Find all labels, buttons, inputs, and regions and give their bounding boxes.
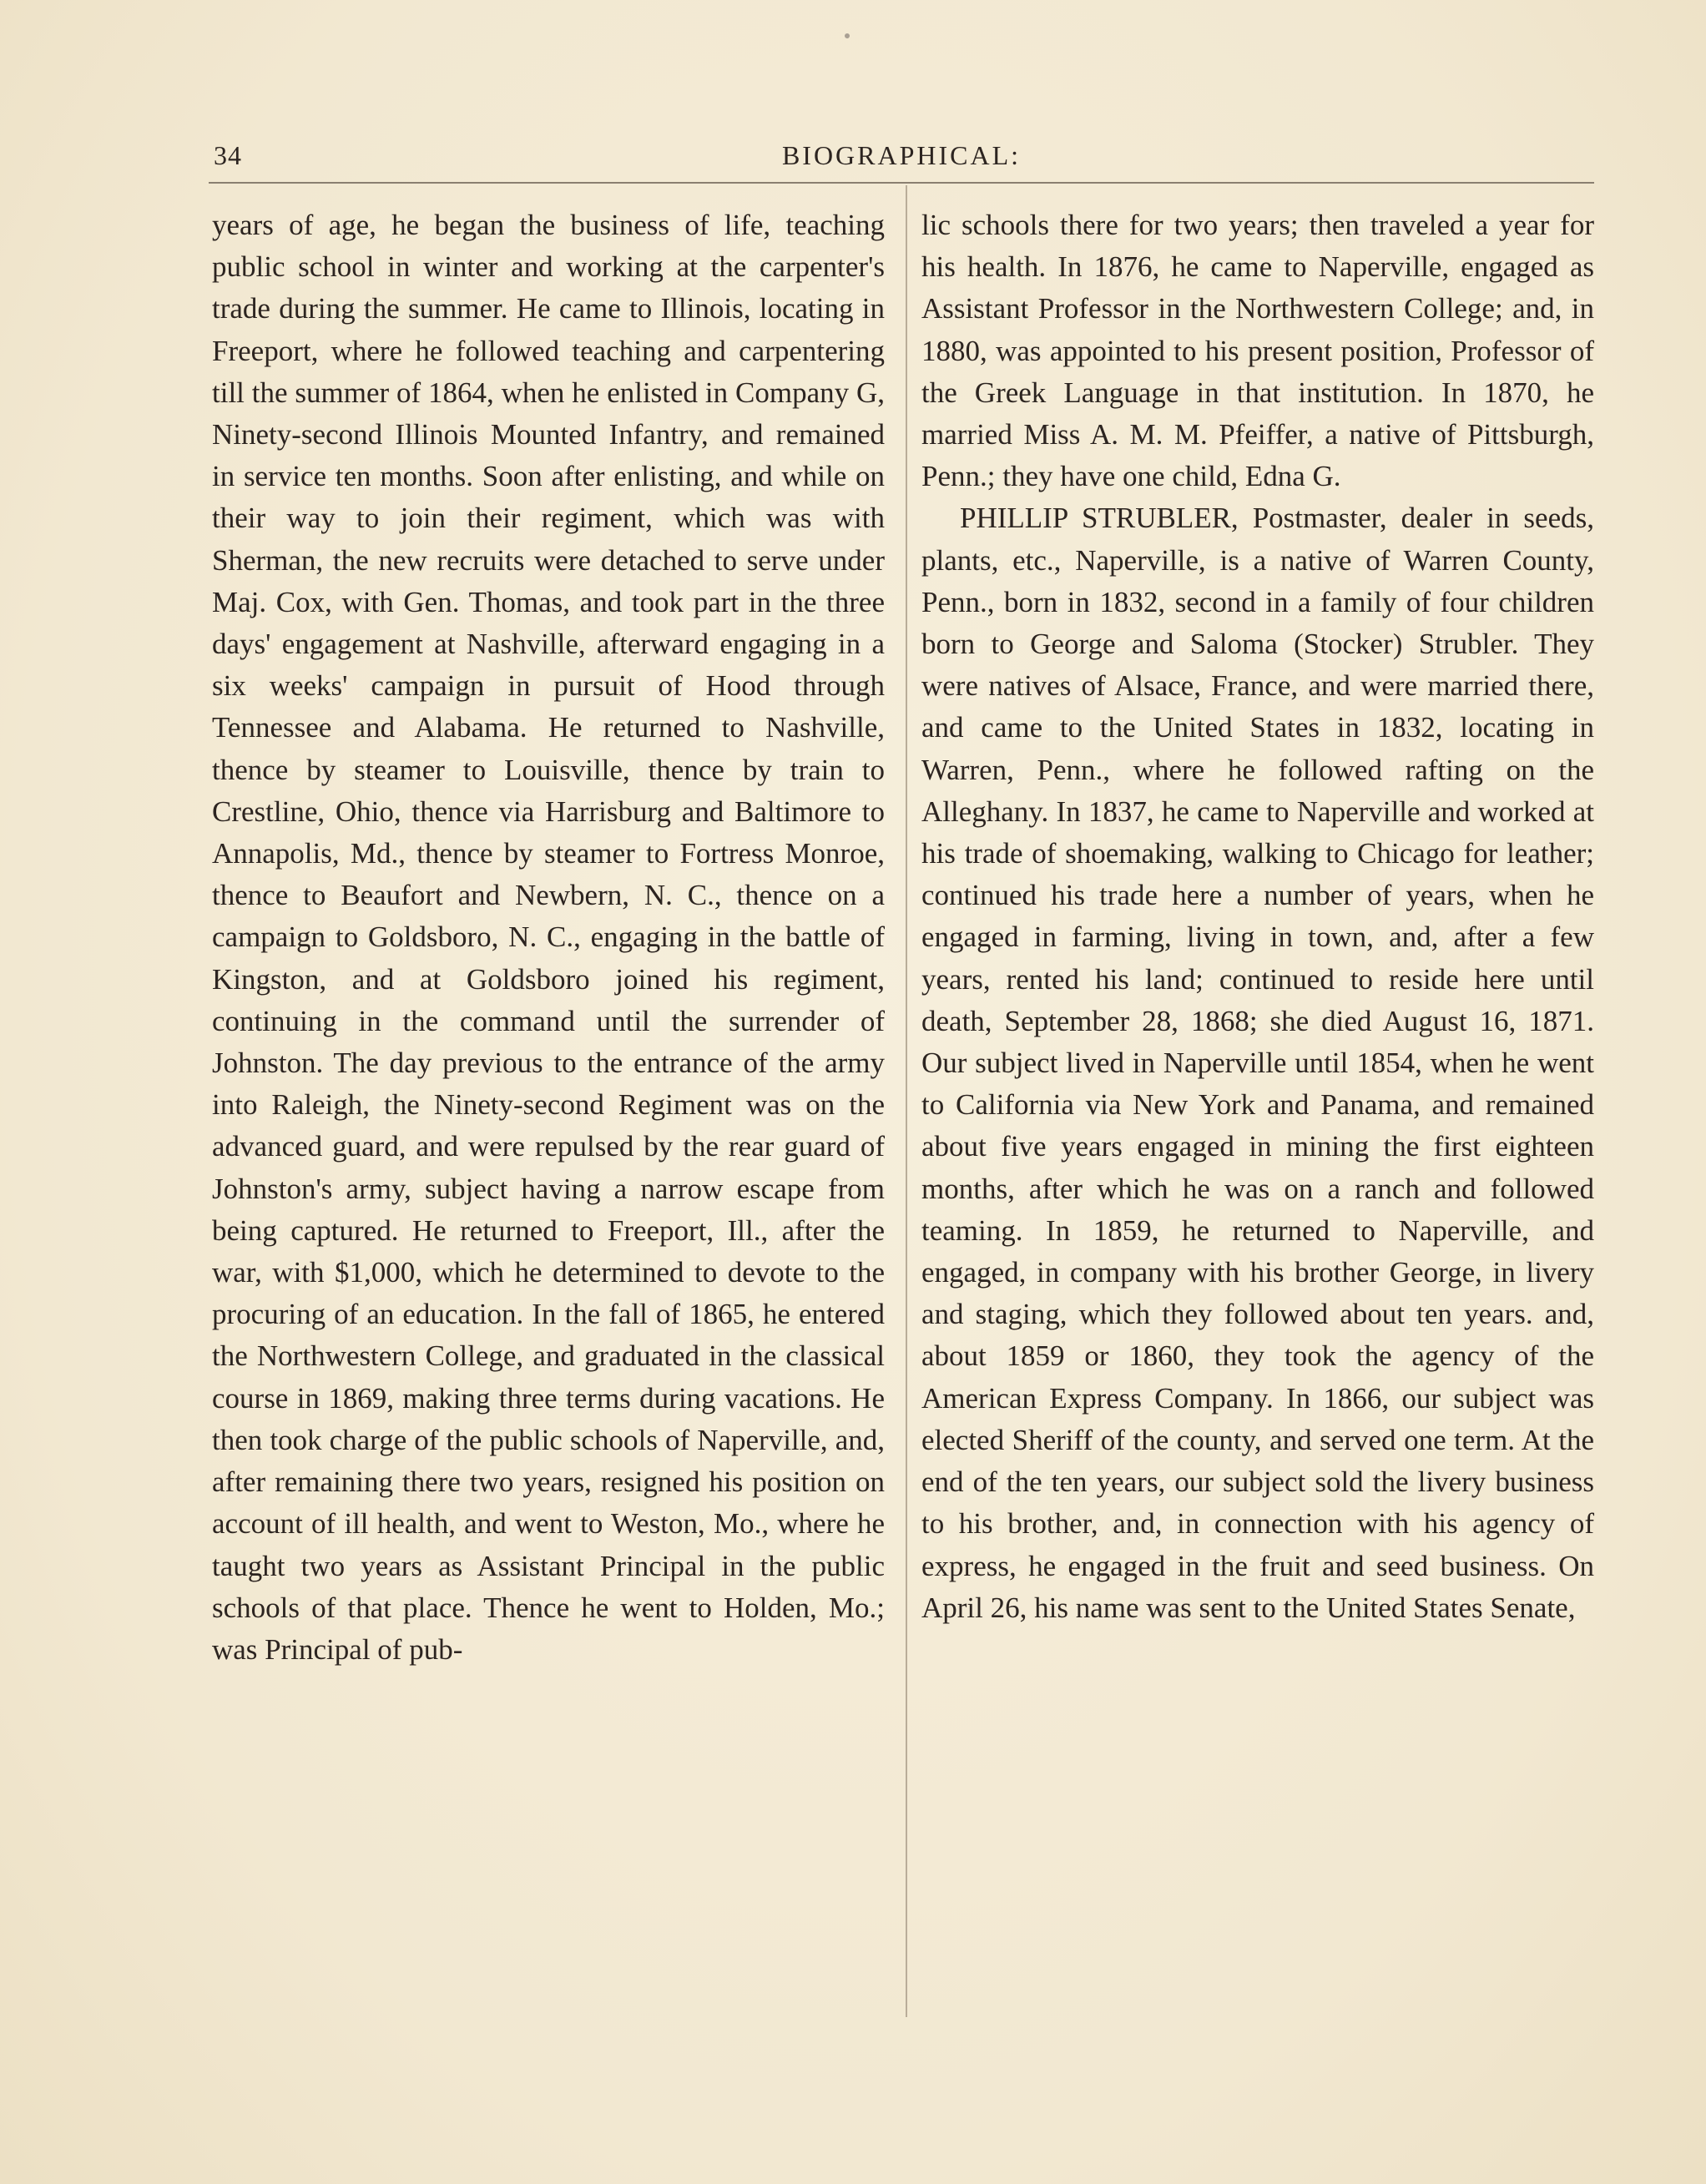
print-mark (845, 33, 850, 38)
left-column (212, 204, 885, 1671)
header-rule (209, 182, 1594, 184)
paragraph: lic schools there for two years; then traveled a year for his health. In 1876, he came to Naperville, engaged as Assistant Professor in the Northwestern College; and, in 1880, was appointed to his present position, Professor of the Greek Language in that institution. In 1870, he married Miss A. M. M. Pfeiffer, a native of Pittsburgh, Penn.; they have one child, Edna G. (921, 209, 1594, 493)
column-divider (906, 185, 907, 2017)
page-number: 34 (214, 140, 242, 170)
page-header (209, 140, 1594, 177)
paragraph-strubler: PHILLIP STRUBLER, Postmaster, dealer in seeds, plants, etc., Naperville, is a native of Warren County, Penn., born in 1832, second in a family of four children born to George and Saloma (Stocker) Strubler. They were natives of Alsace, France, and were married there, and came to the United States in 1832, locating in Warren, Penn., where he followed rafting on the Alleghany. In 1837, he came to Naperville and worked at his trade of shoemaking, walking to Chicago for leather; continued his trade here a number of years, when he engaged in farming, living in town, and, after a few years, rented his land; continued to reside here until death, September 28, 1868; she died August 16, 1871. Our subject lived in Naperville until 1854, when he went to California via New York and Panama, and remained about five years engaged in mining the first eighteen months, after which he was on a ranch and followed teaming. In 1859, he returned to Naperville, and engaged, in company with his brother George, in livery and staging, which they followed about ten years. and, about 1859 or 1860, they took the agency of the American Express Company. In 1866, our subject was elected Sheriff of the county, and served one term. At the end of the ten years, our subject sold the livery business to his brother, and, in connection with his agency of express, he engaged in the fruit and seed business. On April 26, his name was sent to the United States Senate, (921, 502, 1594, 1624)
right-column (921, 204, 1594, 1629)
paragraph: years of age, he began the business of life, teaching public school in winter and working at the carpenter's trade during the summer. He came to Illinois, locating in Freeport, where he followed teaching and carpentering till the summer of 1864, when he enlisted in Company G, Ninety-second Illinois Mounted Infantry, and remained in service ten months. Soon after enlisting, and while on their way to join their regiment, which was with Sherman, the new recruits were detached to serve under Maj. Cox, with Gen. Thomas, and took part in the three days' engagement at Nashville, afterward engaging in a six weeks' campaign in pursuit of Hood through Tennessee and Alabama. He returned to Nashville, thence by steamer to Louisville, thence by train to Crestline, Ohio, thence via Harrisburg and Baltimore to Annapolis, Md., thence by steamer to Fortress Monroe, thence to Beaufort and Newbern, N. C., thence on a campaign to Goldsboro, N. C., engaging in the battle of Kingston, and at Goldsboro joined his regiment, continuing in the command until the surrender of Johnston. The day previous to the entrance of the army into Raleigh, the Ninety-second Regiment was on the advanced guard, and were repulsed by the rear guard of Johnston's army, subject having a narrow escape from being captured. He returned to Freeport, Ill., after the war, with $1,000, which he determined to devote to the procuring of an education. In the fall of 1865, he entered the Northwestern College, and graduated in the classical course in 1869, making three terms during vacations. He then took charge of the public schools of Naperville, and, after remaining there two years, resigned his position on account of ill health, and went to Weston, Mo., where he taught two years as Assistant Principal in the public schools of that place. Thence he went to Holden, Mo.; was Principal of pub- (212, 209, 885, 1666)
running-head: BIOGRAPHICAL: (781, 140, 1022, 170)
